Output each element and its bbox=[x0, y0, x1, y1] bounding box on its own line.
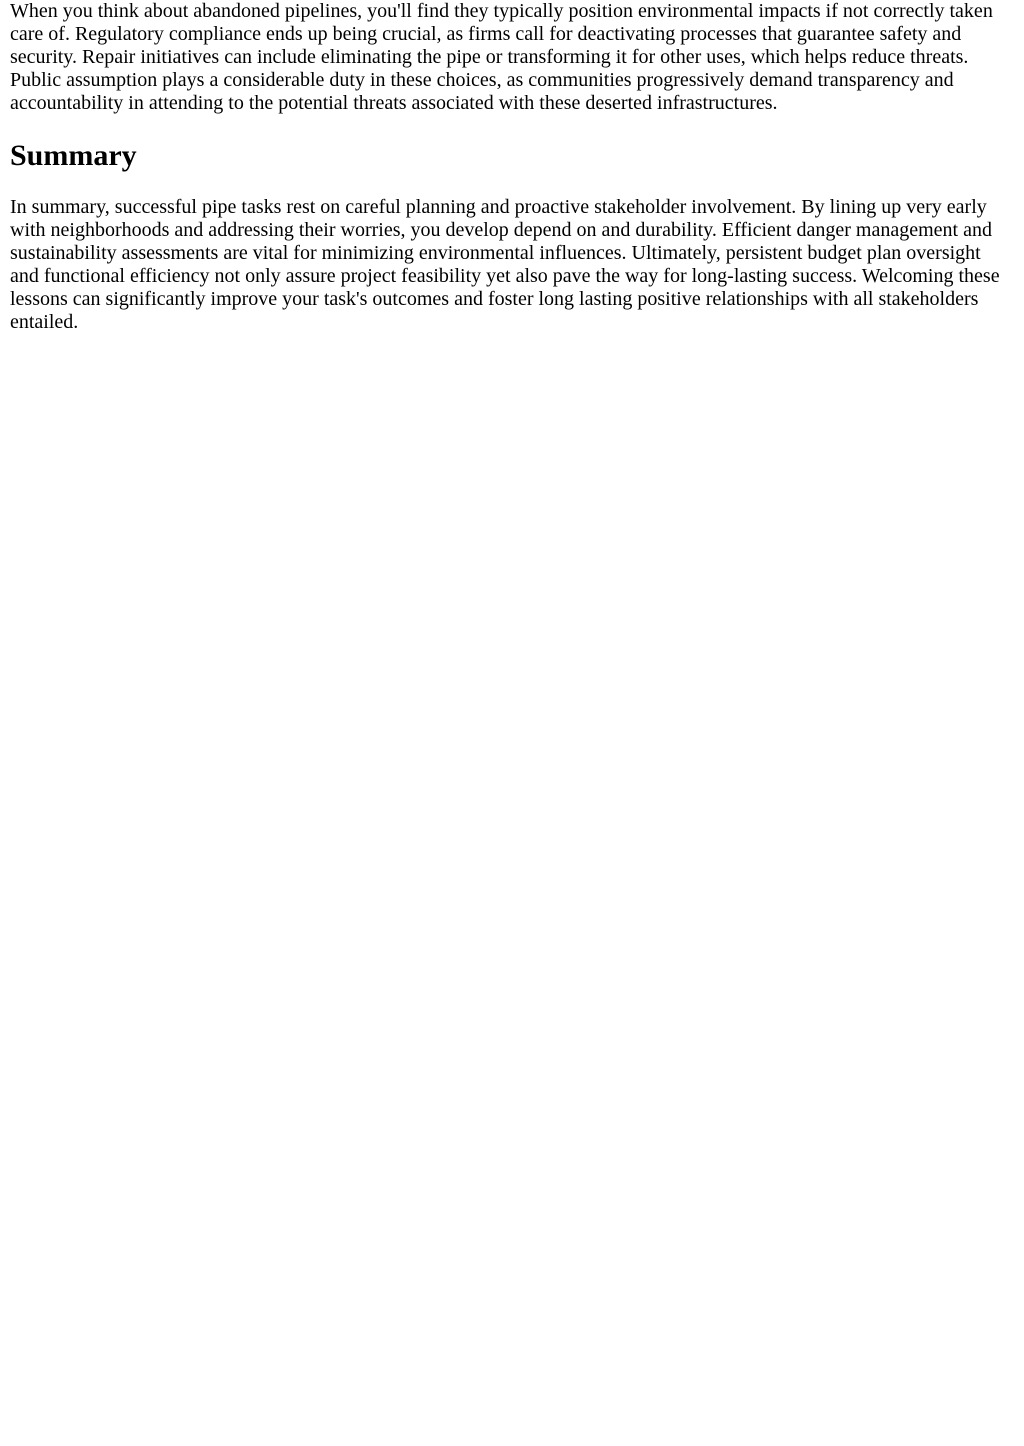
intro-paragraph: When you think about abandoned pipelines, you'll find they typically position environmental impacts if not correctly taken care of. Regulatory compliance ends up being crucial, as firms call for deactivating processes that guarantee safety and security. Repair initiatives can include eliminating the pipe or transforming it for other uses, which helps reduce threats. Public assumption plays a considerable duty in these choices, as communities progressively demand transparency and accountability in attending to the potential threats associated with these deserted infrastructures. bbox=[10, 0, 993, 114]
summary-heading: Summary bbox=[10, 139, 137, 172]
summary-paragraph: In summary, successful pipe tasks rest on careful planning and proactive stakeholder involvement. By lining up very early with neighborhoods and addressing their worries, you develop depend on and durability. Efficient danger management and sustainability assessments are vital for minimizing environmental influences. Ultimately, persistent budget plan oversight and functional efficiency not only assure project feasibility yet also pave the way for long-lasting success. Welcoming these lessons can significantly improve your task's outcomes and foster long lasting positive relationships with all stakeholders entailed. bbox=[10, 196, 1000, 333]
article-body bbox=[10, 0, 1014, 334]
